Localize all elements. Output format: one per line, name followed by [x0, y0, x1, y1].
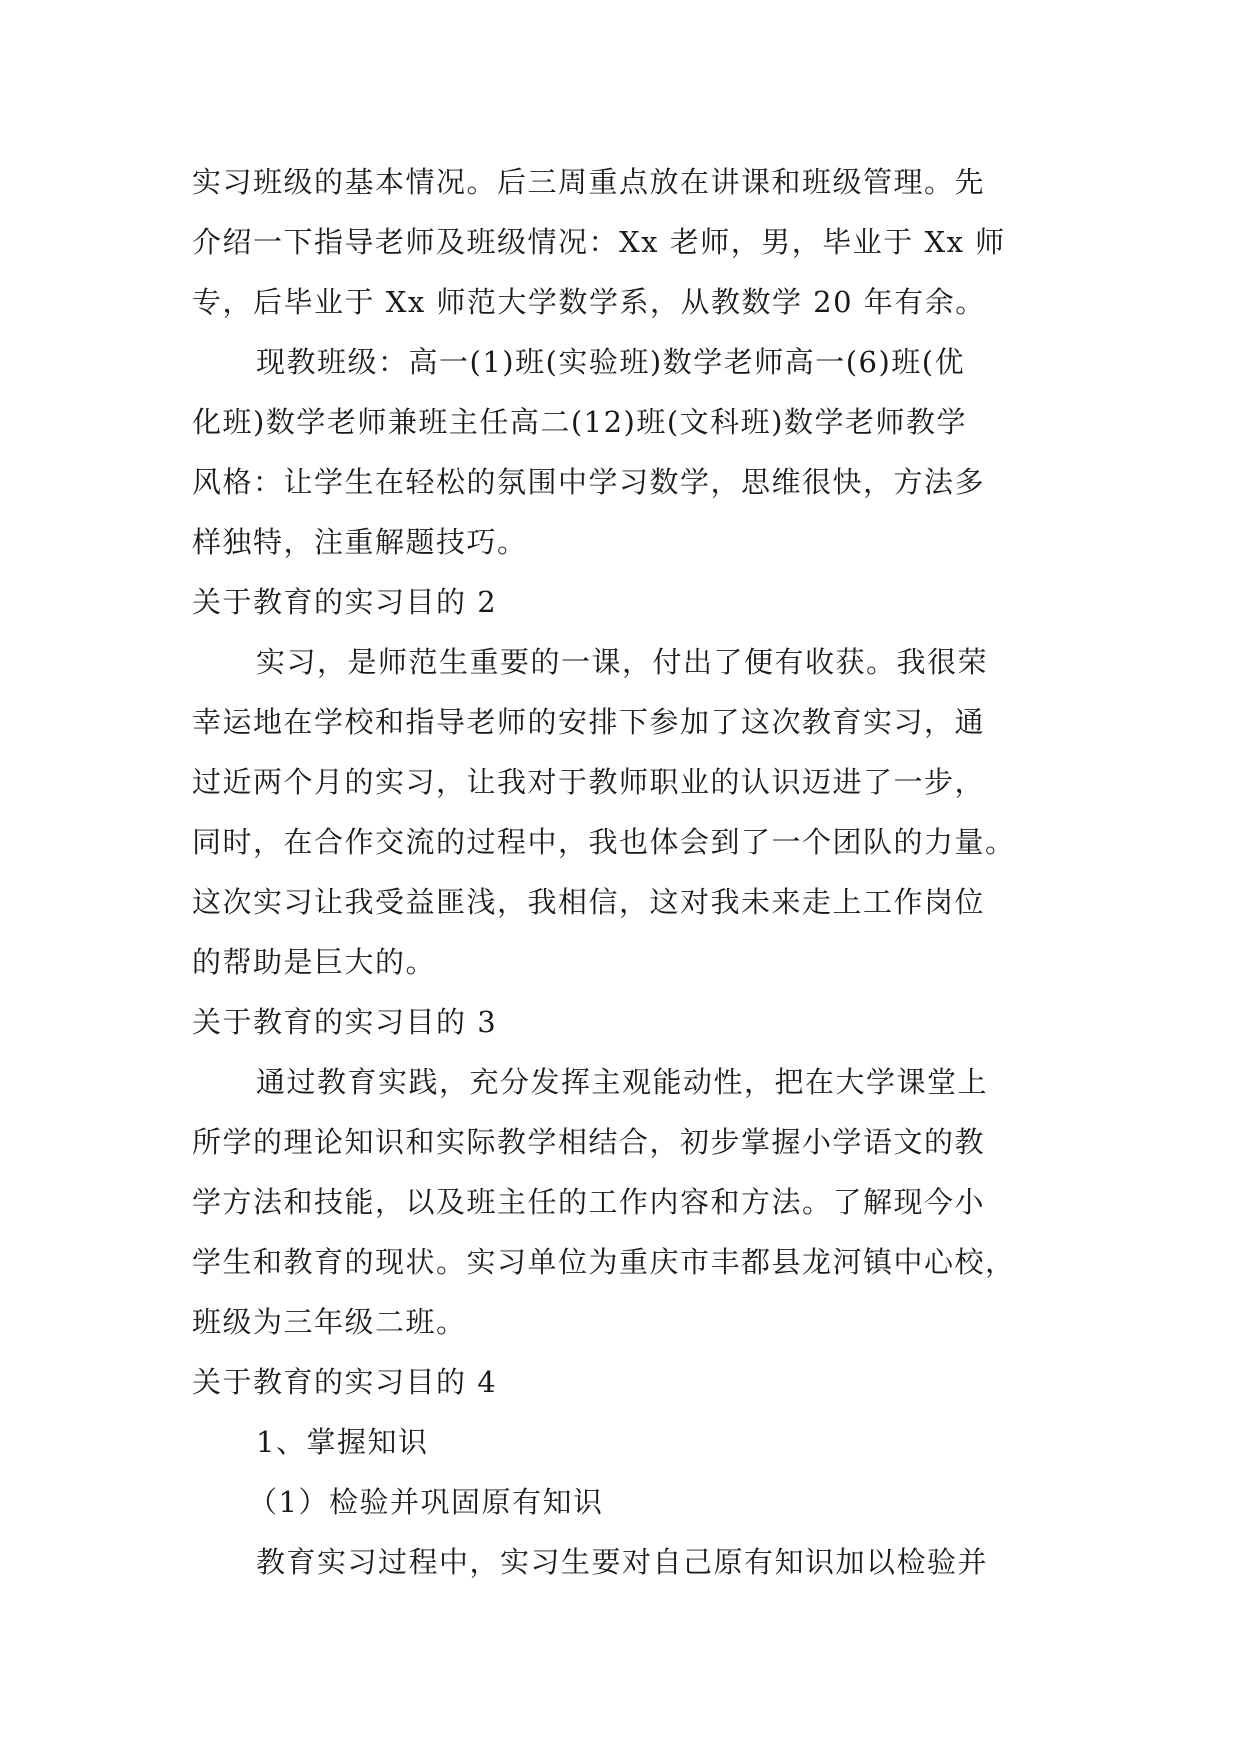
paragraph-line: 专，后毕业于 Xx 师范大学数学系，从教数学 20 年有余。 [192, 285, 986, 319]
paragraph-line: 通过教育实践，充分发挥主观能动性，把在大学课堂上 [256, 1065, 989, 1099]
paragraph-line: 幸运地在学校和指导老师的安排下参加了这次教育实习，通 [192, 705, 986, 739]
section-heading: 关于教育的实习目的 4 [192, 1365, 498, 1399]
section-heading: 关于教育的实习目的 3 [192, 1005, 498, 1039]
paragraph-line: 的帮助是巨大的。 [192, 945, 437, 979]
paragraph-line: 实习，是师范生重要的一课，付出了便有收获。我很荣 [256, 645, 989, 679]
paragraph-line: 化班)数学老师兼班主任高二(12)班(文科班)数学老师教学 [192, 405, 967, 439]
section-heading: 关于教育的实习目的 2 [192, 585, 498, 619]
paragraph-line: 过近两个月的实习，让我对于教师职业的认识迈进了一步， [192, 765, 986, 799]
paragraph-line: 班级为三年级二班。 [192, 1305, 467, 1339]
paragraph-line: 同时，在合作交流的过程中，我也体会到了一个团队的力量。 [192, 825, 1016, 859]
paragraph-line: 学生和教育的现状。实习单位为重庆市丰都县龙河镇中心校， [192, 1245, 1016, 1279]
paragraph-line: 实习班级的基本情况。后三周重点放在讲课和班级管理。先 [192, 165, 986, 199]
document-body [192, 152, 1050, 1592]
paragraph-line: 这次实习让我受益匪浅，我相信，这对我未来走上工作岗位 [192, 885, 986, 919]
paragraph-line: 风格：让学生在轻松的氛围中学习数学，思维很快，方法多 [192, 465, 986, 499]
list-subitem: （1）检验并巩固原有知识 [248, 1485, 604, 1519]
paragraph-line: 现教班级：高一(1)班(实验班)数学老师高一(6)班(优 [256, 345, 966, 379]
paragraph-line: 介绍一下指导老师及班级情况：Xx 老师，男，毕业于 Xx 师 [192, 225, 1006, 259]
paragraph-line: 教育实习过程中，实习生要对自己原有知识加以检验并 [256, 1545, 989, 1579]
paragraph-line: 样独特，注重解题技巧。 [192, 525, 528, 559]
paragraph-line: 所学的理论知识和实际教学相结合，初步掌握小学语文的教 [192, 1125, 986, 1159]
paragraph-line: 学方法和技能，以及班主任的工作内容和方法。了解现今小 [192, 1185, 986, 1219]
list-item: 1、掌握知识 [256, 1425, 429, 1459]
